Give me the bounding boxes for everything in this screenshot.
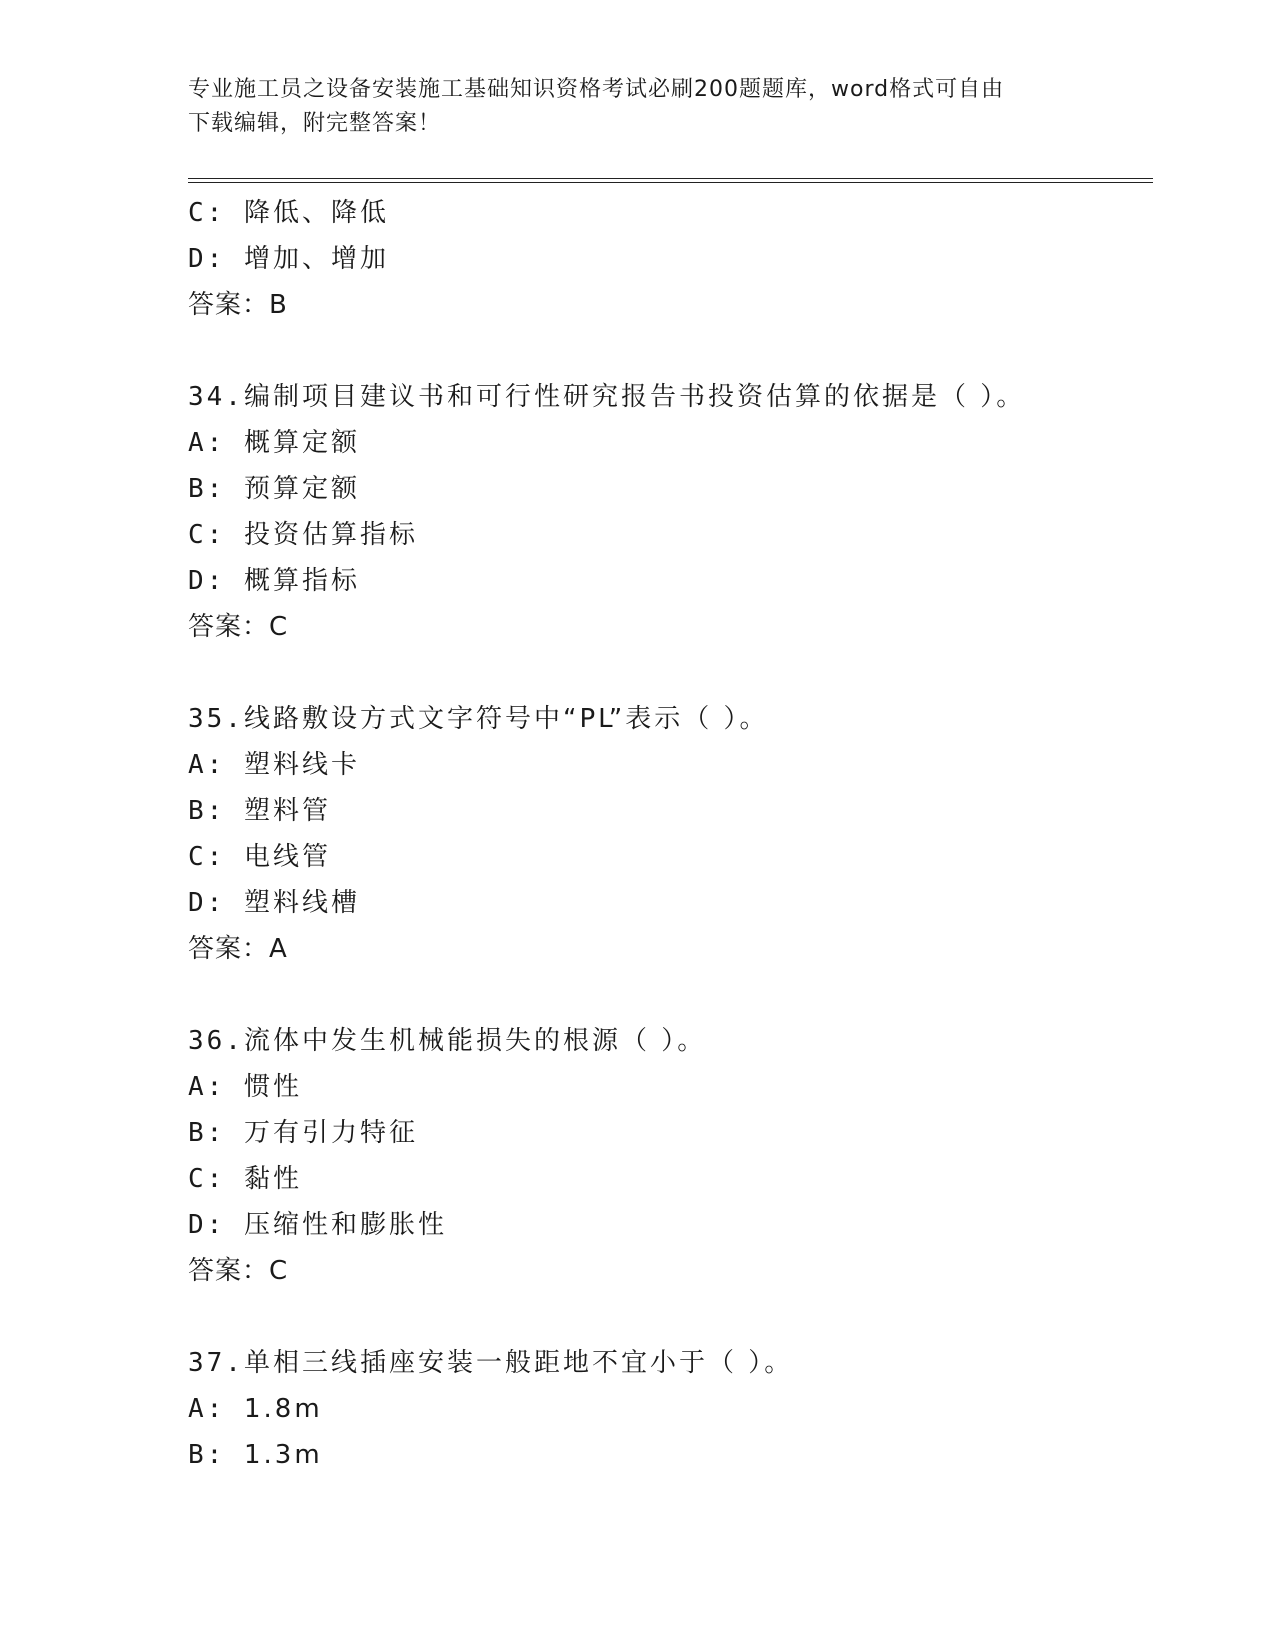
answer-line: 答案：C xyxy=(188,612,289,642)
question-stem: 流体中发生机械能损失的根源（ ）。 xyxy=(243,1026,707,1056)
option-a xyxy=(188,1064,1153,1110)
option-label: D: xyxy=(188,244,226,274)
option-text: 1.8m xyxy=(243,1394,323,1424)
header-line-2: 下载编辑，附完整答案！ xyxy=(188,111,442,136)
option-label: B: xyxy=(188,1118,226,1148)
question-stem: 线路敷设方式文字符号中“PL”表示（ ）。 xyxy=(243,704,769,734)
option-c xyxy=(188,834,1153,880)
option-a xyxy=(188,1386,1153,1432)
option-a xyxy=(188,742,1153,788)
question-stem: 单相三线插座安装一般距地不宜小于（ ）。 xyxy=(243,1348,794,1378)
option-d xyxy=(188,558,1153,604)
option-text: 预算定额 xyxy=(243,474,360,504)
option-text: 增加、增加 xyxy=(243,244,389,274)
option-c xyxy=(188,1156,1153,1202)
option-text: 塑料线卡 xyxy=(243,750,360,780)
option-label: A: xyxy=(188,428,226,458)
header-divider xyxy=(188,178,1153,183)
option-label: A: xyxy=(188,750,226,780)
question-number: 37. xyxy=(188,1348,244,1378)
option-text: 万有引力特征 xyxy=(243,1118,418,1148)
question-number: 35. xyxy=(188,704,244,734)
option-d xyxy=(188,1202,1153,1248)
answer-line: 答案：A xyxy=(188,934,288,964)
question-list xyxy=(188,190,1153,1478)
option-c xyxy=(188,190,1153,236)
option-label: B: xyxy=(188,1440,226,1470)
option-label: C: xyxy=(188,1164,226,1194)
option-text: 塑料线槽 xyxy=(243,888,360,918)
option-text: 投资估算指标 xyxy=(243,520,418,550)
question-number: 34. xyxy=(188,382,244,412)
option-text: 降低、降低 xyxy=(243,198,389,228)
option-text: 概算指标 xyxy=(243,566,360,596)
option-label: D: xyxy=(188,566,226,596)
option-text: 黏性 xyxy=(243,1164,302,1194)
option-text: 1.3m xyxy=(243,1440,323,1470)
option-text: 概算定额 xyxy=(243,428,360,458)
answer-line: 答案：B xyxy=(188,290,288,320)
question-stem: 编制项目建议书和可行性研究报告书投资估算的依据是（ ）。 xyxy=(243,382,1026,412)
question-36 xyxy=(188,1018,1153,1064)
option-b xyxy=(188,1432,1153,1478)
question-number: 36. xyxy=(188,1026,244,1056)
option-label: C: xyxy=(188,198,226,228)
option-a xyxy=(188,420,1153,466)
option-label: A: xyxy=(188,1394,226,1424)
question-34 xyxy=(188,374,1153,420)
option-text: 压缩性和膨胀性 xyxy=(243,1210,447,1240)
option-label: D: xyxy=(188,888,226,918)
option-text: 惯性 xyxy=(243,1072,302,1102)
option-label: B: xyxy=(188,474,226,504)
option-text: 塑料管 xyxy=(243,796,331,826)
option-d xyxy=(188,236,1153,282)
option-d xyxy=(188,880,1153,926)
option-label: A: xyxy=(188,1072,226,1102)
option-b xyxy=(188,788,1153,834)
option-c xyxy=(188,512,1153,558)
option-b xyxy=(188,466,1153,512)
header-line-1: 专业施工员之设备安装施工基础知识资格考试必刷200题题库，word格式可自由 xyxy=(188,77,1005,102)
document-header xyxy=(188,73,1068,141)
option-label: B: xyxy=(188,796,226,826)
question-35 xyxy=(188,696,1153,742)
option-label: D: xyxy=(188,1210,226,1240)
option-label: C: xyxy=(188,842,226,872)
option-text: 电线管 xyxy=(243,842,331,872)
question-37 xyxy=(188,1340,1153,1386)
option-b xyxy=(188,1110,1153,1156)
answer-line: 答案：C xyxy=(188,1256,289,1286)
option-label: C: xyxy=(188,520,226,550)
